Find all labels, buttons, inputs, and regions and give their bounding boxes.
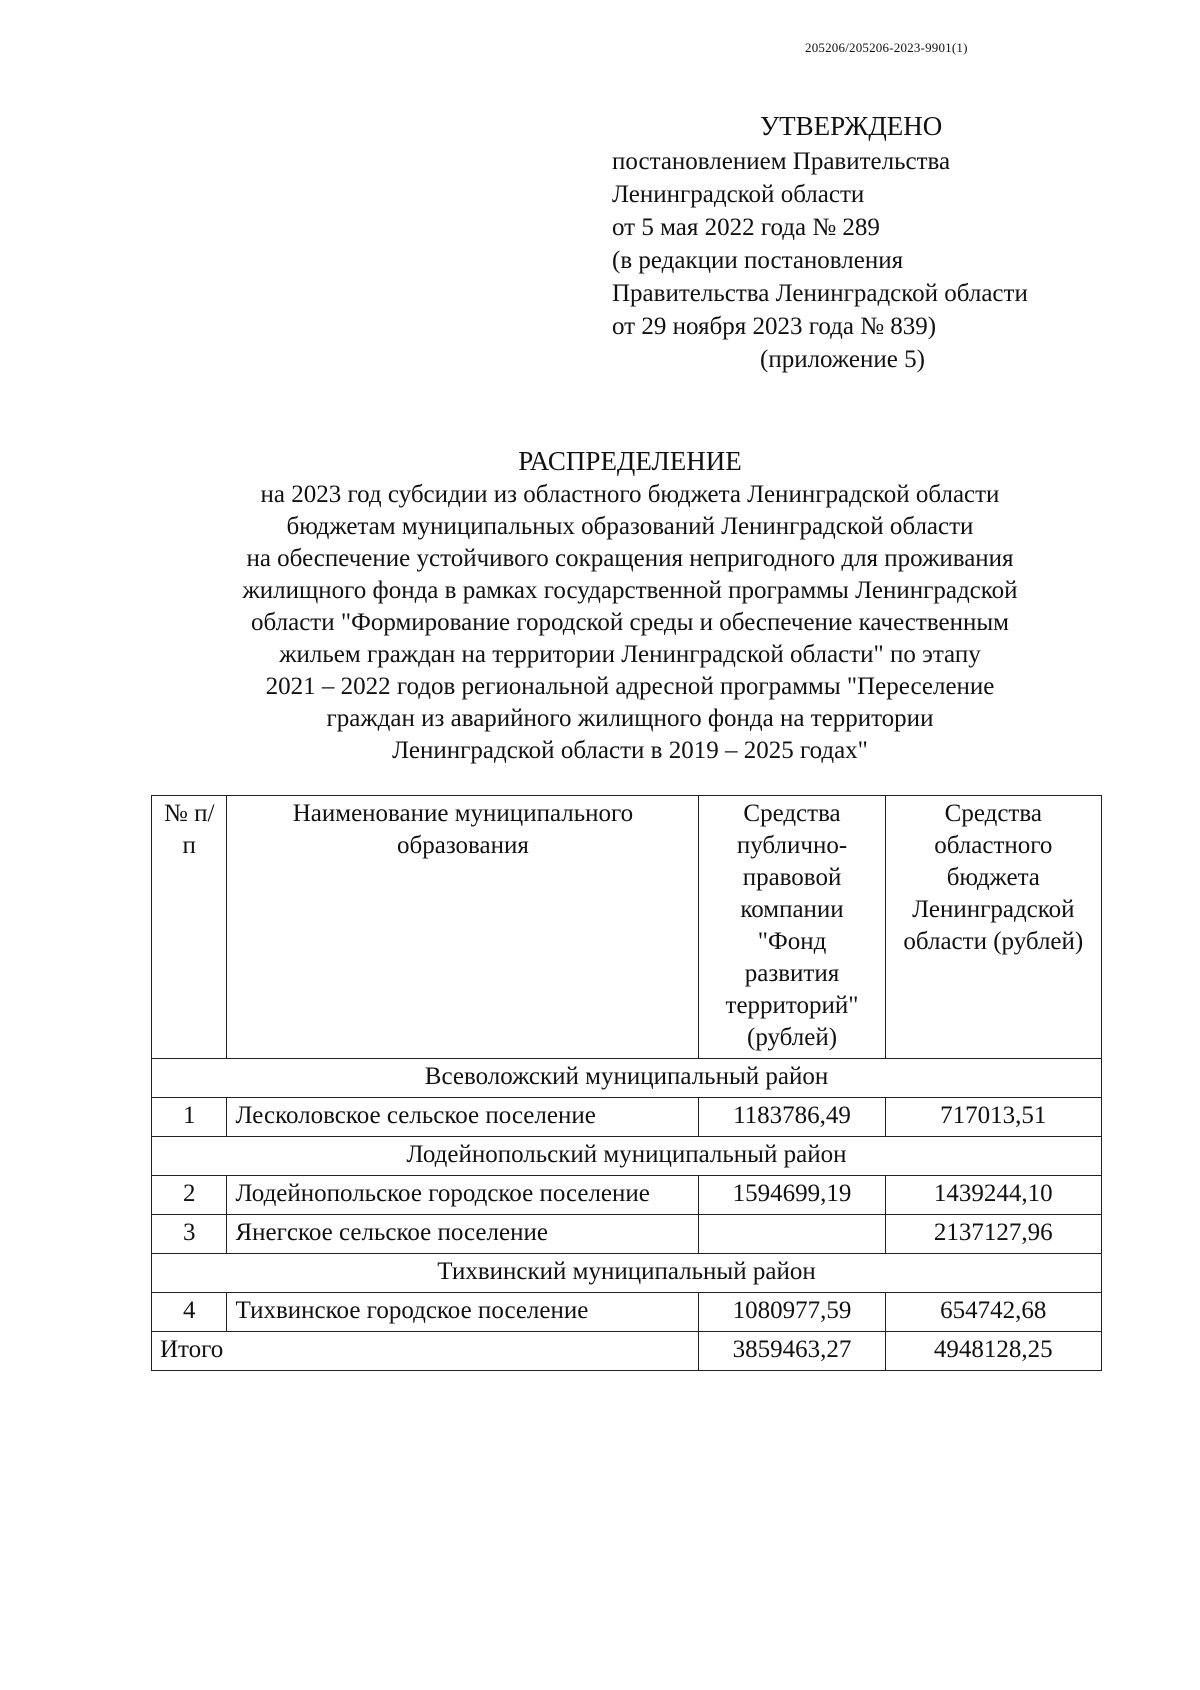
region-row — [152, 1137, 1102, 1176]
region-name: Лодейнопольский муниципальный район — [152, 1137, 1102, 1176]
region-name: Всеволожский муниципальный район — [152, 1059, 1102, 1098]
row-num: 2 — [152, 1176, 227, 1215]
approval-block — [612, 110, 1028, 376]
approval-line: постановлением Правительства — [612, 148, 951, 175]
table-row — [152, 1098, 1102, 1137]
approval-title: УТВЕРЖДЕНО — [760, 111, 943, 141]
heading-line: бюджетам муниципальных образований Ленинградской области — [286, 513, 974, 540]
approval-line: Правительства Ленинградской области — [612, 280, 1028, 307]
total-row — [152, 1332, 1102, 1371]
heading-line: жильем граждан на территории Ленинградской области" по этапу — [279, 641, 981, 668]
row-name: Янегское сельское поселение — [227, 1215, 699, 1254]
header-regional: Средства областного бюджета Ленинградской области (рублей) — [885, 796, 1101, 1059]
document-heading — [140, 445, 1120, 767]
approval-annex: (приложение 5) — [760, 346, 925, 373]
approval-line: от 5 мая 2022 года № 289 — [612, 214, 880, 241]
row-fund: 1183786,49 — [699, 1098, 885, 1137]
heading-line: Ленинградской области в 2019 – 2025 годах" — [392, 737, 868, 764]
approval-line: (в редакции постановления — [612, 247, 904, 274]
table-header-row — [152, 796, 1102, 1059]
region-row — [152, 1254, 1102, 1293]
row-fund — [699, 1215, 885, 1254]
row-num: 3 — [152, 1215, 227, 1254]
document-id: 205206/205206-2023-9901(1) — [805, 40, 968, 55]
header-num: № п/п — [152, 796, 227, 1059]
row-fund: 1080977,59 — [699, 1293, 885, 1332]
header-fund: Средства публично-правовой компании "Фонд развития территорий" (рублей) — [699, 796, 885, 1059]
row-name: Лодейнопольское городское поселение — [227, 1176, 699, 1215]
heading-line: на обеспечение устойчивого сокращения непригодного для проживания — [246, 545, 1014, 572]
row-name: Лесколовское сельское поселение — [227, 1098, 699, 1137]
heading-line: жилищного фонда в рамках государственной программы Ленинградской — [242, 577, 1018, 604]
row-regional: 2137127,96 — [885, 1215, 1101, 1254]
row-num: 1 — [152, 1098, 227, 1137]
approval-line: Ленинградской области — [612, 181, 865, 208]
distribution-table — [151, 795, 1102, 1371]
heading-title: РАСПРЕДЕЛЕНИЕ — [518, 446, 742, 476]
heading-line: 2021 – 2022 годов региональной адресной программы "Переселение — [265, 673, 995, 700]
heading-line: области "Формирование городской среды и обеспечение качественным — [251, 609, 1009, 636]
total-fund: 3859463,27 — [699, 1332, 885, 1371]
region-row — [152, 1059, 1102, 1098]
table-row — [152, 1293, 1102, 1332]
approval-line: от 29 ноября 2023 года № 839) — [612, 313, 937, 340]
table-row — [152, 1176, 1102, 1215]
heading-line: граждан из аварийного жилищного фонда на территории — [326, 705, 934, 732]
row-name: Тихвинское городское поселение — [227, 1293, 699, 1332]
table-row — [152, 1215, 1102, 1254]
row-regional: 1439244,10 — [885, 1176, 1101, 1215]
heading-line: на 2023 год субсидии из областного бюджета Ленинградской области — [260, 481, 1000, 508]
region-name: Тихвинский муниципальный район — [152, 1254, 1102, 1293]
row-num: 4 — [152, 1293, 227, 1332]
total-label: Итого — [152, 1332, 699, 1371]
row-fund: 1594699,19 — [699, 1176, 885, 1215]
total-regional: 4948128,25 — [885, 1332, 1101, 1371]
header-name: Наименование муниципального образования — [227, 796, 699, 1059]
row-regional: 717013,51 — [885, 1098, 1101, 1137]
row-regional: 654742,68 — [885, 1293, 1101, 1332]
